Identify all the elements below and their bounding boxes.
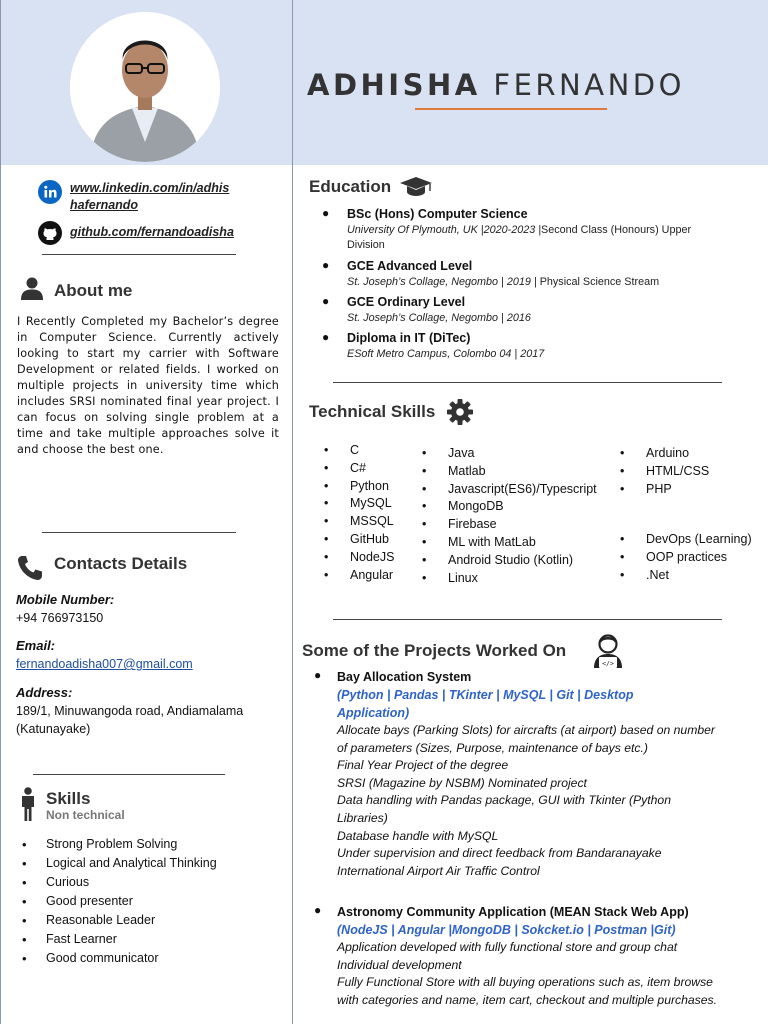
project-line: Database handle with MySQL — [337, 828, 499, 843]
education-item: ● BSc (Hons) Computer Science University Of Plymouth, UK |2020-2023 |Second Class (Honours) Upper Division — [322, 206, 742, 253]
list-item: • C — [324, 442, 394, 460]
tech-skills-col2 — [422, 445, 597, 587]
project-line: of parameters (Sizes, Purpose, maintenance of bays etc.) — [337, 740, 648, 755]
github-icon — [38, 221, 62, 245]
skills-title: Skills — [46, 789, 91, 808]
full-name — [307, 68, 685, 102]
education-item-institution: St. Joseph’s Collage, Negombo | 2016 — [347, 312, 531, 324]
education-item-title: GCE Advanced Level — [347, 259, 473, 273]
list-item: • OOP practices — [620, 549, 752, 567]
list-item: • C# — [324, 460, 394, 478]
education-item: ● Diploma in IT (DiTec) ESoft Metro Campus, Colombo 04 | 2017 — [322, 330, 742, 362]
divider-links — [42, 254, 236, 255]
project-tech: (NodeJS | Angular |MongoDB | Sokcket.io | Postman |Git) — [337, 923, 676, 937]
education-item-detail — [347, 223, 742, 238]
list-item: • Logical and Analytical Thinking — [22, 854, 217, 873]
person-icon — [20, 276, 44, 300]
tech-skills-col3-cont — [620, 531, 752, 584]
list-item: • Angular — [324, 567, 394, 585]
education-item-note-cont: Division — [347, 239, 385, 251]
project-line: Fully Functional Store with all buying operations such as, item browse — [337, 975, 713, 990]
first-name: ADHISHA — [307, 68, 481, 102]
project-tech: (Python | Pandas | TKinter | MySQL | Git | Desktop — [337, 688, 634, 702]
gear-icon — [446, 398, 474, 426]
project-item: ● Bay Allocation System (Python | Pandas | TKinter | MySQL | Git | Desktop Application) Allocate bays (Parking Slots) for aircrafts (at airport) based on number of parameters (Sizes, Purpose, maintenance of bays etc.) Final Year Project of the degree SRSI (Magazine by NSBM) Nominated project Data handling with Pandas package, GUI with Tkinter (Python Libraries) Database handle with MySQL Under supervision and direct feedback from Bandaranayake International Airport Air Traffic Control — [314, 668, 754, 880]
list-item: • Javascript(ES6)/Typescript — [422, 481, 597, 499]
projects-title: Some of the Projects Worked On — [302, 641, 567, 660]
education-item-institution: University Of Plymouth, UK |2020-2023 | — [347, 224, 542, 236]
project-line: with categories and name, item cart, checkout and multiple purchases. — [337, 992, 718, 1007]
project-line: International Airport Air Traffic Control — [337, 863, 540, 878]
divider-technical — [333, 619, 722, 620]
linkedin-icon — [38, 180, 62, 204]
list-item: • Java — [422, 445, 597, 463]
list-item: • NodeJS — [324, 549, 394, 567]
svg-text:</>: </> — [602, 659, 614, 668]
standing-person-icon — [19, 787, 37, 821]
phone-icon — [16, 554, 44, 582]
project-line: SRSI (Magazine by NSBM) Nominated project — [337, 775, 587, 790]
list-item: • Matlab — [422, 463, 597, 481]
address-label: Address: — [16, 685, 73, 700]
list-item: • HTML/CSS — [620, 463, 709, 481]
list-item: • GitHub — [324, 531, 394, 549]
list-item: • Reasonable Leader — [22, 911, 217, 930]
project-line: Final Year Project of the degree — [337, 758, 509, 773]
education-item-institution: ESoft Metro Campus, Colombo 04 | 2017 — [347, 348, 545, 360]
education-item-title: Diploma in IT (DiTec) — [347, 331, 471, 345]
linkedin-url-line2[interactable]: hafernando — [70, 198, 139, 212]
skills-subtitle: Non technical — [46, 808, 125, 822]
email-link[interactable]: fernandoadisha007@gmail.com — [16, 657, 193, 671]
education-item-title: GCE Ordinary Level — [347, 295, 466, 309]
about-title: About me — [54, 281, 133, 300]
list-item: • Firebase — [422, 516, 597, 534]
project-title: Astronomy Community Application (MEAN Stack Web App) — [337, 905, 689, 919]
list-item: • Curious — [22, 873, 217, 892]
left-border — [0, 0, 1, 1024]
project-line: Libraries) — [337, 810, 388, 825]
project-line: Application developed with fully functional store and group chat — [337, 940, 678, 954]
education-title: Education — [309, 177, 392, 196]
education-item: ● GCE Advanced Level St. Joseph’s Collage, Negombo | 2019 | Physical Science Stream — [322, 258, 742, 290]
list-item: • Linux — [422, 570, 597, 588]
list-item: • MSSQL — [324, 513, 394, 531]
graduation-cap-icon — [399, 176, 433, 198]
github-link-row[interactable] — [38, 221, 234, 245]
contacts-title: Contacts Details — [54, 554, 188, 573]
list-item: • DevOps (Learning) — [620, 531, 752, 549]
list-item: • Fast Learner — [22, 930, 217, 949]
list-item: • MySQL — [324, 495, 394, 513]
linkedin-url-line1[interactable]: www.linkedin.com/in/adhis — [70, 181, 230, 195]
list-item: • Android Studio (Kotlin) — [422, 552, 597, 570]
developer-icon — [592, 634, 624, 670]
github-url[interactable]: github.com/fernandoadisha — [70, 225, 234, 239]
list-item: • MongoDB — [422, 498, 597, 516]
list-item: • Good communicator — [22, 949, 217, 968]
person-portrait-icon — [70, 12, 220, 162]
education-item-detail — [347, 275, 742, 290]
name-underline — [415, 108, 607, 110]
list-item: • Good presenter — [22, 892, 217, 911]
project-line: Individual development — [337, 957, 462, 972]
mobile-label: Mobile Number: — [16, 592, 115, 607]
divider-about — [42, 532, 236, 533]
list-item: • Strong Problem Solving — [22, 835, 217, 854]
education-item-detail — [347, 347, 742, 362]
list-item: • .Net — [620, 567, 752, 585]
divider-education — [333, 382, 722, 383]
education-item-note: Physical Science Stream — [539, 276, 660, 288]
email-label: Email: — [16, 638, 56, 653]
education-item-note: Second Class (Honours) Upper — [541, 224, 692, 236]
address-line2: (Katunayake) — [16, 722, 91, 736]
divider-contacts — [33, 774, 225, 775]
education-item-title: BSc (Hons) Computer Science — [347, 207, 528, 221]
project-line: Allocate bays (Parking Slots) for aircrafts (at airport) based on number — [337, 723, 715, 737]
list-item: • Arduino — [620, 445, 709, 463]
project-line: Under supervision and direct feedback from Bandaranayake — [337, 846, 662, 861]
project-title: Bay Allocation System — [337, 670, 472, 684]
project-item: ● Astronomy Community Application (MEAN Stack Web App) (NodeJS | Angular |MongoDB | Sokcket.io | Postman |Git) Application developed with fully functional store and group chat Individual development Fully Functional Store with all buying operations such as, item browse with categories and name, item cart, checkout and multiple purchases. — [314, 903, 754, 1009]
education-item: ● GCE Ordinary Level St. Joseph’s Collage, Negombo | 2016 — [322, 294, 742, 326]
tech-skills-col1 — [324, 442, 394, 584]
last-name: FERNANDO — [493, 68, 685, 102]
soft-skills-list — [22, 835, 217, 968]
project-tech-cont: Application) — [337, 706, 410, 720]
about-text: I Recently Completed my Bachelor’s degree in Computer Science. Currently actively looking to start my carrier with Software Development or related fields. I worked on multiple projects in university time which includes SRSI nominated final year project. I can focus on solving single problem at a time and take multiple approaches solve it and choose the best one. — [17, 315, 279, 456]
address-line1: 189/1, Minuwangoda road, Andiamalama — [16, 704, 244, 718]
project-line: Data handling with Pandas package, GUI with Tkinter (Python — [337, 793, 671, 808]
education-item-detail — [347, 311, 742, 326]
list-item: • Python — [324, 478, 394, 496]
mobile-value: +94 766973150 — [16, 611, 104, 625]
education-item-institution: St. Joseph’s Collage, Negombo | 2019 | — [347, 276, 540, 288]
linkedin-link-row[interactable] — [38, 180, 229, 214]
column-divider — [292, 0, 293, 1024]
technical-title: Technical Skills — [309, 402, 436, 421]
tech-skills-col3 — [620, 445, 709, 498]
profile-photo — [70, 12, 220, 162]
list-item: • ML with MatLab — [422, 534, 597, 552]
list-item: • PHP — [620, 481, 709, 499]
